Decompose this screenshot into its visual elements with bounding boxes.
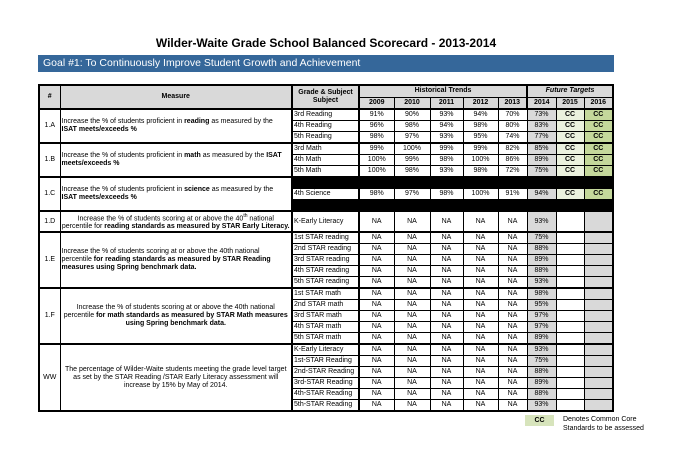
value-cell <box>556 300 584 311</box>
value-cell <box>584 211 613 232</box>
col-header-2013: 2013 <box>498 97 527 109</box>
legend-text-line1: Denotes Common Core <box>563 416 637 424</box>
value-cell: NA <box>359 367 394 378</box>
value-cell: 99% <box>430 143 463 155</box>
value-cell <box>556 211 584 232</box>
value-cell: CC <box>584 143 613 155</box>
value-cell: NA <box>463 344 498 356</box>
value-cell: CC <box>556 121 584 132</box>
table-row <box>39 177 613 189</box>
value-cell: 98% <box>430 155 463 166</box>
value-cell: 98% <box>394 166 430 178</box>
value-cell: 89% <box>527 155 556 166</box>
value-cell: NA <box>359 232 394 244</box>
value-cell: NA <box>359 389 394 400</box>
value-cell <box>556 255 584 266</box>
value-cell: CC <box>556 143 584 155</box>
value-cell <box>584 255 613 266</box>
value-cell: 98% <box>527 288 556 300</box>
goal-banner: Goal #1: To Continuously Improve Student Growth and Achievement <box>38 55 614 72</box>
value-cell <box>556 232 584 244</box>
value-cell: NA <box>463 288 498 300</box>
value-cell: 100% <box>359 155 394 166</box>
table-header <box>39 85 613 109</box>
value-cell <box>584 244 613 255</box>
value-cell: NA <box>498 266 527 277</box>
value-cell: CC <box>584 155 613 166</box>
value-cell: NA <box>498 322 527 333</box>
subject-cell: 5th-STAR Reading <box>292 400 359 412</box>
value-cell <box>584 367 613 378</box>
value-cell: 88% <box>527 266 556 277</box>
value-cell: 100% <box>394 143 430 155</box>
value-cell: CC <box>584 132 613 144</box>
value-cell: NA <box>430 378 463 389</box>
table-row <box>39 109 613 121</box>
value-cell: NA <box>430 311 463 322</box>
measure-cell: Increase the % of students scoring at or above the 40th national percentile for reading standards as measured by STAR Reading measures using Spring benchmark data. <box>60 232 292 288</box>
value-cell: NA <box>498 277 527 289</box>
value-cell: 86% <box>498 155 527 166</box>
subject-cell: 4th STAR math <box>292 322 359 333</box>
col-header-future-targets: Future Targets <box>527 85 613 97</box>
value-cell: CC <box>556 109 584 121</box>
value-cell: 99% <box>463 143 498 155</box>
value-cell <box>584 300 613 311</box>
value-cell: NA <box>430 322 463 333</box>
row-num-cell: 1.F <box>39 288 60 344</box>
value-cell: NA <box>463 400 498 412</box>
subject-cell: 5th STAR math <box>292 333 359 345</box>
value-cell: NA <box>359 356 394 367</box>
subject-cell: 5th STAR reading <box>292 277 359 289</box>
col-header-grade-subject <box>292 85 359 109</box>
value-cell: NA <box>359 277 394 289</box>
value-cell: NA <box>498 244 527 255</box>
measure-cell: The percentage of Wilder-Waite students meeting the grade level target as set by the STAR Reading /STAR Early Literacy assessment will increase by 15% by May of 2014. <box>60 344 292 411</box>
measure-cell: Increase the % of students proficient in math as measured by the ISAT meets/exceeds % <box>60 143 292 177</box>
value-cell <box>584 344 613 356</box>
value-cell: NA <box>359 255 394 266</box>
value-cell: 97% <box>527 322 556 333</box>
value-cell: 93% <box>527 277 556 289</box>
value-cell <box>556 389 584 400</box>
value-cell: 75% <box>527 232 556 244</box>
value-cell: NA <box>498 255 527 266</box>
value-cell: 82% <box>498 143 527 155</box>
subject-cell: 1st STAR math <box>292 288 359 300</box>
table-row <box>39 232 613 244</box>
value-cell: 75% <box>527 356 556 367</box>
value-cell: NA <box>394 211 430 232</box>
value-cell <box>584 378 613 389</box>
value-cell: 93% <box>527 400 556 412</box>
value-cell: NA <box>498 232 527 244</box>
value-cell: CC <box>556 166 584 178</box>
value-cell: NA <box>394 344 430 356</box>
value-cell: 93% <box>527 344 556 356</box>
table-body <box>39 109 613 411</box>
value-cell: NA <box>498 344 527 356</box>
value-cell: NA <box>359 333 394 345</box>
value-cell: NA <box>394 322 430 333</box>
subject-cell: 4th Reading <box>292 121 359 132</box>
value-cell: NA <box>359 288 394 300</box>
subject-cell: 2nd STAR reading <box>292 244 359 255</box>
subject-cell: K-Early Literacy <box>292 211 359 232</box>
value-cell: NA <box>463 322 498 333</box>
value-cell: 97% <box>394 132 430 144</box>
col-header-2014: 2014 <box>527 97 556 109</box>
value-cell: NA <box>359 311 394 322</box>
value-cell <box>556 277 584 289</box>
value-cell: NA <box>463 255 498 266</box>
table-row <box>39 288 613 300</box>
value-cell: NA <box>394 311 430 322</box>
col-header-2010: 2010 <box>394 97 430 109</box>
subject-cell: 3rd STAR reading <box>292 255 359 266</box>
value-cell: NA <box>359 211 394 232</box>
col-header-grade-subject-line1: Grade & Subject <box>298 89 353 96</box>
value-cell: NA <box>463 244 498 255</box>
value-cell <box>556 244 584 255</box>
value-cell: CC <box>584 109 613 121</box>
value-cell: 99% <box>394 155 430 166</box>
value-cell: NA <box>430 266 463 277</box>
col-header-historical-trends: Historical Trends <box>359 85 527 97</box>
col-header-2015: 2015 <box>556 97 584 109</box>
value-cell: NA <box>359 400 394 412</box>
value-cell: CC <box>584 121 613 132</box>
value-cell: 98% <box>463 166 498 178</box>
value-cell: NA <box>359 266 394 277</box>
subject-cell: 2nd-STAR Reading <box>292 367 359 378</box>
value-cell: NA <box>463 356 498 367</box>
value-cell: 77% <box>527 132 556 144</box>
value-cell: CC <box>556 155 584 166</box>
value-cell: 95% <box>463 132 498 144</box>
value-cell: NA <box>359 322 394 333</box>
value-cell: NA <box>463 266 498 277</box>
cc-legend <box>525 415 644 433</box>
value-cell: 83% <box>527 121 556 132</box>
measure-cell: Increase the % of students scoring at or above the 40th national percentile for math standards as measured by STAR Math measures using Spring benchmark data. <box>60 288 292 344</box>
value-cell: NA <box>498 333 527 345</box>
value-cell: NA <box>463 389 498 400</box>
measure-cell: Increase the % of students proficient in science as measured by the ISAT meets/exceeds % <box>60 177 292 211</box>
value-cell: 95% <box>527 300 556 311</box>
value-cell: 88% <box>527 244 556 255</box>
value-cell: 94% <box>527 189 556 200</box>
value-cell <box>556 322 584 333</box>
subject-cell: 4th Science <box>292 189 359 200</box>
value-cell: NA <box>430 288 463 300</box>
legend-text-line2: Standards to be assessed <box>563 425 644 433</box>
value-cell: NA <box>394 367 430 378</box>
table-row <box>39 211 613 232</box>
subject-cell: 5th Reading <box>292 132 359 144</box>
value-cell: NA <box>498 311 527 322</box>
subject-cell: 1st-STAR Reading <box>292 356 359 367</box>
value-cell: NA <box>463 300 498 311</box>
subject-cell: 2nd STAR math <box>292 300 359 311</box>
value-cell: 98% <box>430 189 463 200</box>
value-cell: NA <box>463 311 498 322</box>
col-header-num: # <box>39 85 60 109</box>
value-cell: 94% <box>430 121 463 132</box>
row-num-cell: 1.C <box>39 177 60 211</box>
value-cell: NA <box>463 378 498 389</box>
value-cell <box>584 232 613 244</box>
value-cell: 100% <box>359 166 394 178</box>
measure-cell: Increase the % of students scoring at or above the 40th national percentile for reading standards as measured by STAR Early Literacy. <box>60 211 292 232</box>
value-cell: 93% <box>430 166 463 178</box>
value-cell: 93% <box>430 109 463 121</box>
value-cell: 89% <box>527 378 556 389</box>
value-cell: CC <box>556 189 584 200</box>
value-cell: 80% <box>498 121 527 132</box>
scorecard-table <box>38 84 614 412</box>
value-cell: 90% <box>394 109 430 121</box>
value-cell: NA <box>394 277 430 289</box>
value-cell: NA <box>394 300 430 311</box>
subject-cell: 3rd-STAR Reading <box>292 378 359 389</box>
value-cell: NA <box>359 244 394 255</box>
subject-cell: 5th Math <box>292 166 359 178</box>
value-cell: 70% <box>498 109 527 121</box>
value-cell <box>556 333 584 345</box>
row-num-cell: 1.B <box>39 143 60 177</box>
value-cell: 98% <box>463 121 498 132</box>
value-cell: NA <box>394 288 430 300</box>
value-cell <box>584 389 613 400</box>
row-num-cell: 1.D <box>39 211 60 232</box>
subject-cell: 4th STAR reading <box>292 266 359 277</box>
value-cell: 100% <box>463 189 498 200</box>
value-cell: NA <box>463 277 498 289</box>
value-cell: 89% <box>527 255 556 266</box>
value-cell: NA <box>498 367 527 378</box>
value-cell: 72% <box>498 166 527 178</box>
value-cell: NA <box>430 344 463 356</box>
value-cell <box>584 333 613 345</box>
value-cell: NA <box>394 356 430 367</box>
value-cell: NA <box>359 300 394 311</box>
value-cell: NA <box>359 378 394 389</box>
value-cell: NA <box>394 255 430 266</box>
value-cell: NA <box>394 244 430 255</box>
value-cell: 88% <box>527 389 556 400</box>
col-header-measure: Measure <box>60 85 292 109</box>
value-cell: NA <box>394 232 430 244</box>
value-cell <box>584 288 613 300</box>
page-title: Wilder-Waite Grade School Balanced Scorecard - 2013-2014 <box>155 36 497 50</box>
value-cell: NA <box>498 300 527 311</box>
value-cell: 85% <box>527 143 556 155</box>
value-cell: 97% <box>394 189 430 200</box>
value-cell <box>556 266 584 277</box>
document-page <box>38 36 644 433</box>
value-cell <box>584 277 613 289</box>
col-header-2009: 2009 <box>359 97 394 109</box>
value-cell: NA <box>498 378 527 389</box>
value-cell: NA <box>430 244 463 255</box>
value-cell: NA <box>430 333 463 345</box>
value-cell: NA <box>430 389 463 400</box>
value-cell: NA <box>430 277 463 289</box>
value-cell: NA <box>498 400 527 412</box>
value-cell <box>556 356 584 367</box>
value-cell: NA <box>394 378 430 389</box>
value-cell: 100% <box>463 155 498 166</box>
value-cell: NA <box>430 300 463 311</box>
value-cell: 89% <box>527 333 556 345</box>
value-cell: NA <box>463 333 498 345</box>
value-cell: NA <box>463 211 498 232</box>
black-bar <box>292 200 613 212</box>
value-cell: NA <box>430 367 463 378</box>
black-bar <box>292 177 613 189</box>
value-cell: 98% <box>394 121 430 132</box>
value-cell <box>556 288 584 300</box>
value-cell: 98% <box>359 189 394 200</box>
value-cell: 93% <box>430 132 463 144</box>
table-row <box>39 344 613 356</box>
value-cell <box>556 367 584 378</box>
value-cell <box>556 344 584 356</box>
value-cell: 91% <box>498 189 527 200</box>
value-cell: CC <box>556 132 584 144</box>
value-cell: 99% <box>359 143 394 155</box>
value-cell: NA <box>463 367 498 378</box>
value-cell: CC <box>584 189 613 200</box>
value-cell: 97% <box>527 311 556 322</box>
subject-cell: 3rd STAR math <box>292 311 359 322</box>
value-cell: 88% <box>527 367 556 378</box>
value-cell: NA <box>394 400 430 412</box>
value-cell <box>584 266 613 277</box>
value-cell: NA <box>394 266 430 277</box>
value-cell: NA <box>359 344 394 356</box>
legend-cc-swatch: CC <box>525 415 554 426</box>
value-cell: CC <box>584 166 613 178</box>
subject-cell: 4th-STAR Reading <box>292 389 359 400</box>
col-header-2011: 2011 <box>430 97 463 109</box>
value-cell: NA <box>394 389 430 400</box>
row-num-cell: 1.E <box>39 232 60 288</box>
col-header-2016: 2016 <box>584 97 613 109</box>
value-cell: NA <box>430 356 463 367</box>
row-num-cell: WW <box>39 344 60 411</box>
value-cell: 96% <box>359 121 394 132</box>
value-cell <box>584 322 613 333</box>
value-cell: NA <box>498 389 527 400</box>
col-header-2012: 2012 <box>463 97 498 109</box>
value-cell: 98% <box>359 132 394 144</box>
table-row <box>39 143 613 155</box>
value-cell: 91% <box>359 109 394 121</box>
value-cell: 93% <box>527 211 556 232</box>
col-header-grade-subject-line2: Subject <box>312 97 339 104</box>
value-cell: NA <box>430 211 463 232</box>
value-cell: 75% <box>527 166 556 178</box>
subject-cell: 3rd Reading <box>292 109 359 121</box>
value-cell: NA <box>430 400 463 412</box>
value-cell <box>556 378 584 389</box>
value-cell: NA <box>498 211 527 232</box>
value-cell: NA <box>394 333 430 345</box>
value-cell: NA <box>430 255 463 266</box>
measure-cell: Increase the % of students proficient in reading as measured by the ISAT meets/exceeds % <box>60 109 292 143</box>
value-cell: NA <box>498 356 527 367</box>
legend-text <box>554 415 644 433</box>
subject-cell: 4th Math <box>292 155 359 166</box>
subject-cell: 3rd Math <box>292 143 359 155</box>
value-cell: NA <box>498 288 527 300</box>
value-cell: NA <box>463 232 498 244</box>
value-cell <box>556 400 584 412</box>
value-cell: 74% <box>498 132 527 144</box>
subject-cell: 1st STAR reading <box>292 232 359 244</box>
value-cell: 94% <box>463 109 498 121</box>
row-num-cell: 1.A <box>39 109 60 143</box>
value-cell <box>584 356 613 367</box>
value-cell <box>584 311 613 322</box>
value-cell <box>556 311 584 322</box>
value-cell <box>584 400 613 412</box>
value-cell: NA <box>430 232 463 244</box>
subject-cell: K-Early Literacy <box>292 344 359 356</box>
value-cell: 73% <box>527 109 556 121</box>
